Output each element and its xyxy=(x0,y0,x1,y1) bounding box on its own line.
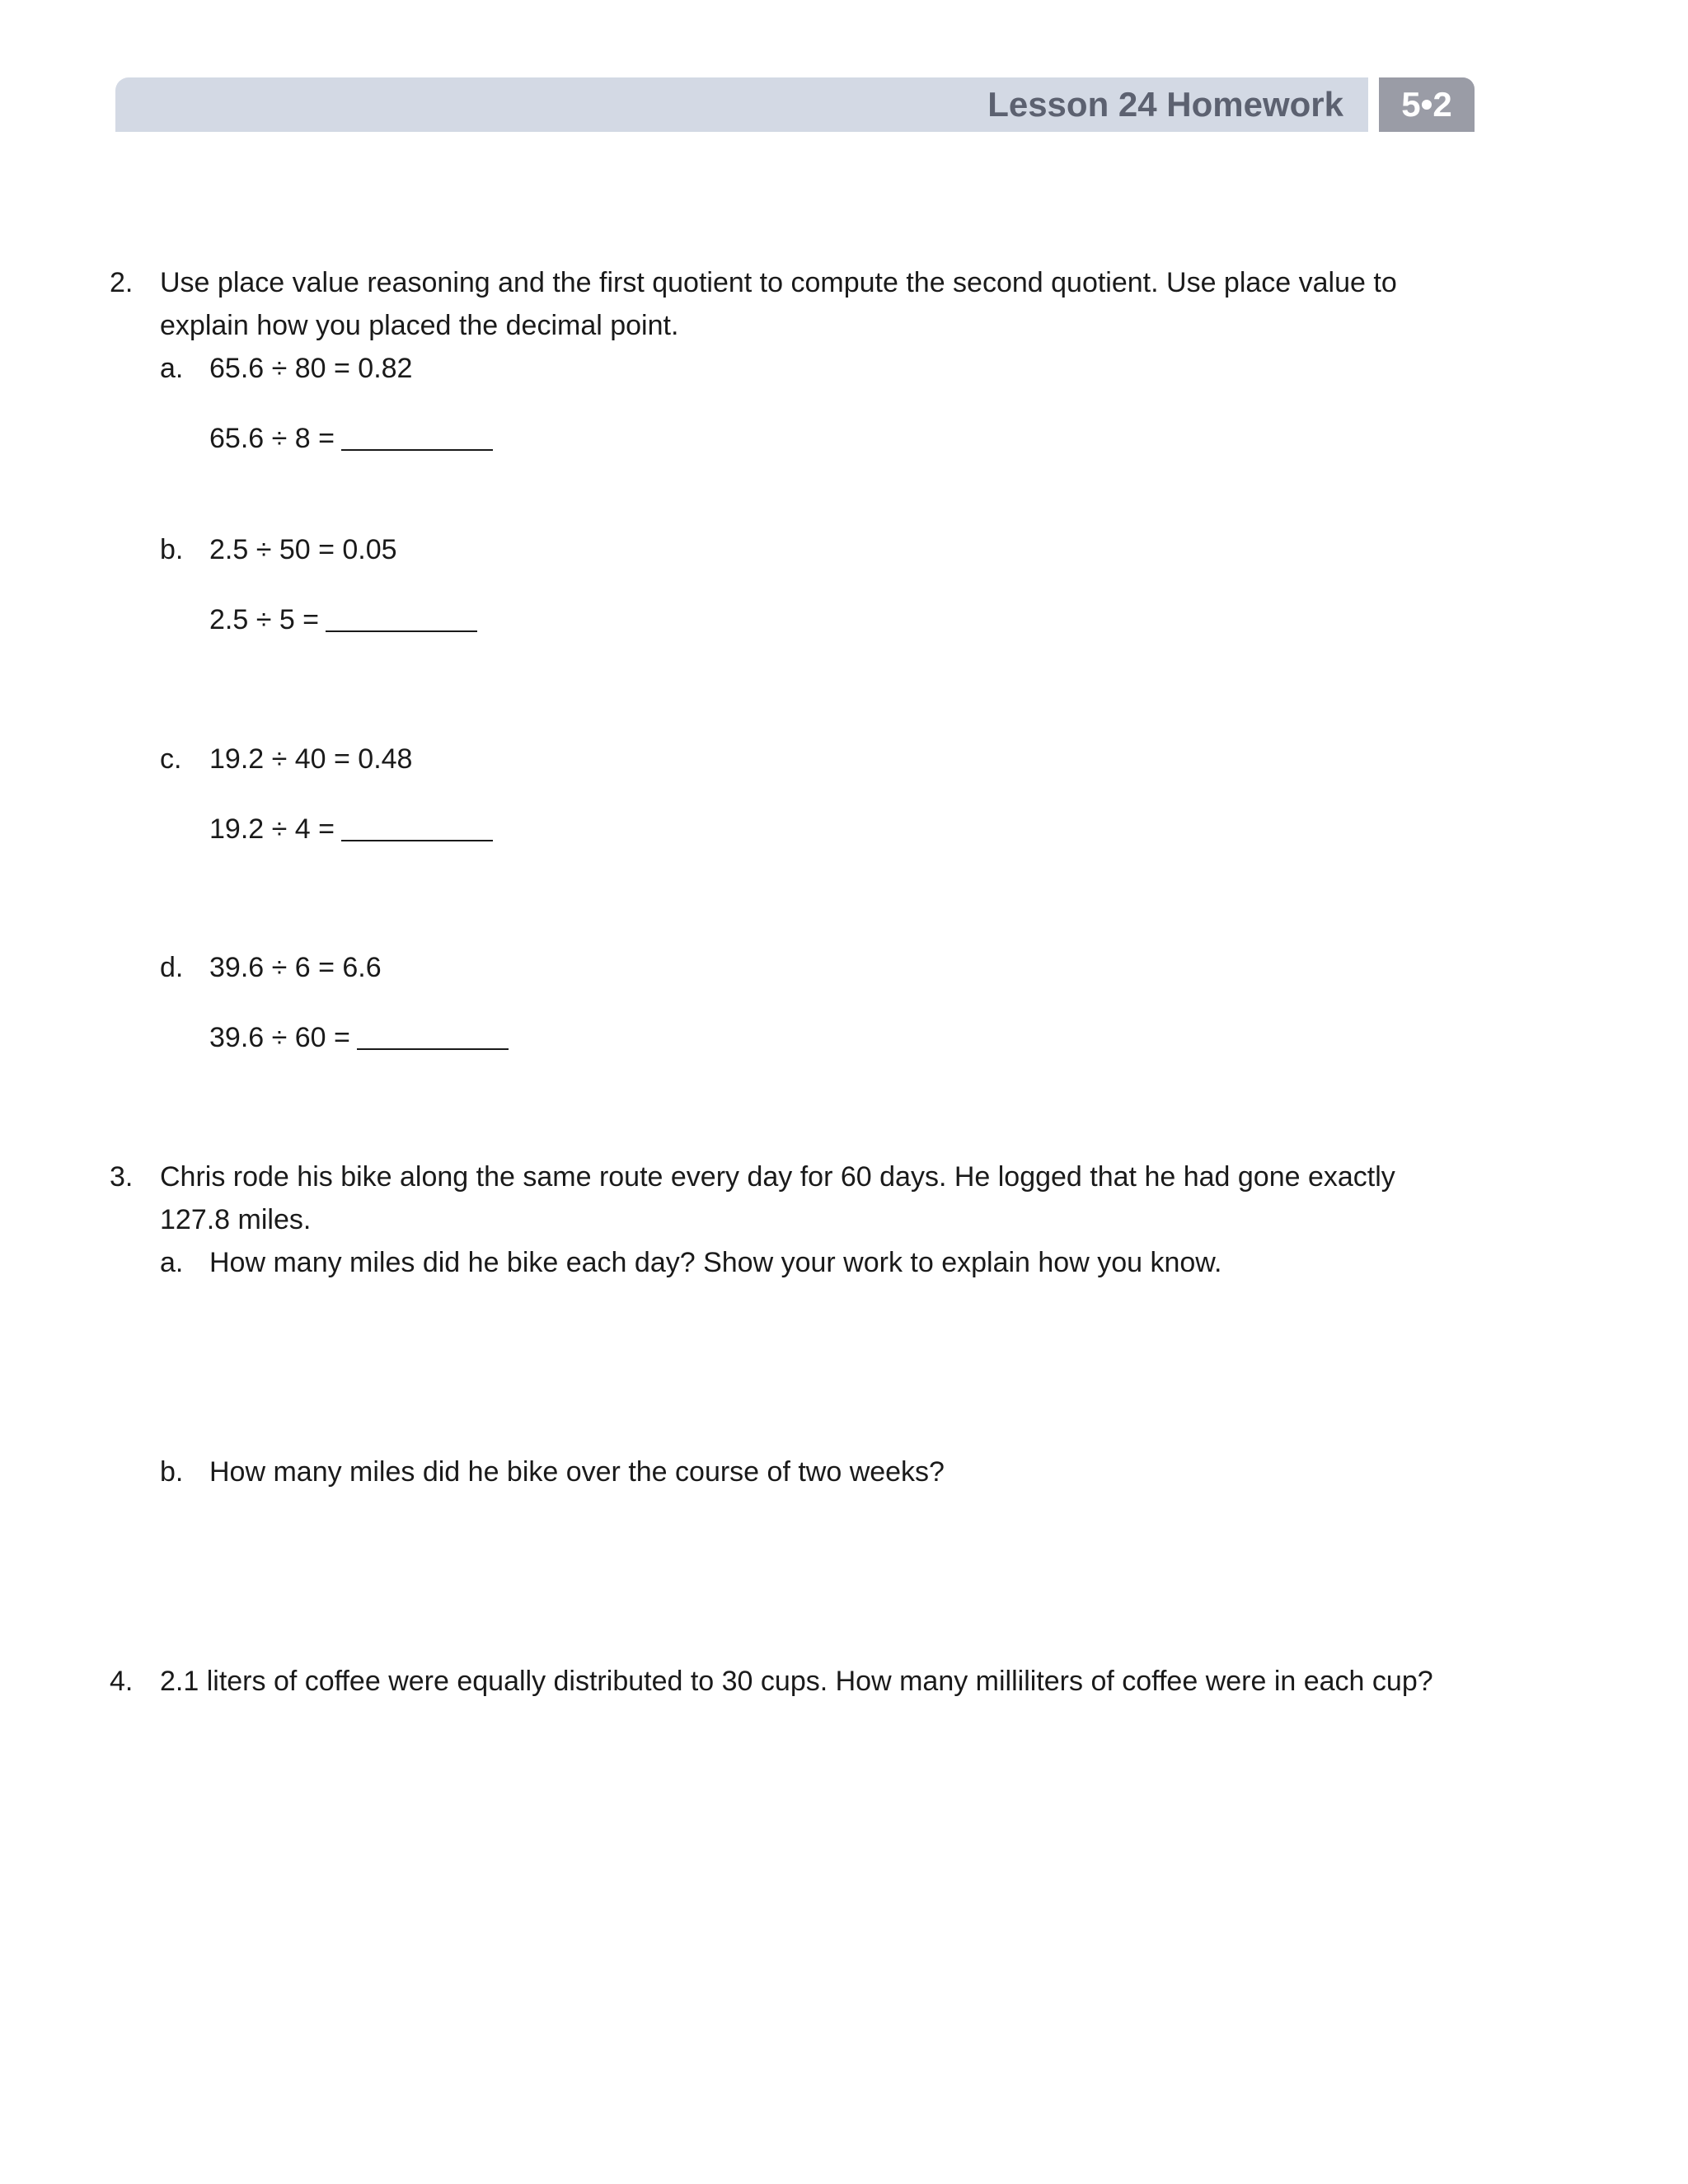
problem-2a-letter: a. xyxy=(160,353,184,384)
problem-2d-given: 39.6 ÷ 6 = 6.6 xyxy=(209,952,382,983)
problem-2d-task-text: 39.6 ÷ 60 = xyxy=(209,1022,350,1053)
problem-2a-task-text: 65.6 ÷ 8 = xyxy=(209,423,335,454)
problem-2d-letter: d. xyxy=(160,952,184,983)
problem-2-prompt-line-1: Use place value reasoning and the first quotient to compute the second quotient. Use place value to xyxy=(160,267,1397,298)
lesson-title: Lesson 24 Homework xyxy=(987,85,1343,124)
problem-3b-text: How many miles did he bike over the course of two weeks? xyxy=(209,1456,945,1488)
problem-2a-task xyxy=(209,417,493,460)
problem-2-number: 2. xyxy=(110,267,134,298)
problem-2c-answer-blank[interactable] xyxy=(341,810,493,841)
problem-2b-task-text: 2.5 ÷ 5 = xyxy=(209,604,320,635)
problem-3a-letter: a. xyxy=(160,1247,184,1278)
problem-2b-letter: b. xyxy=(160,534,184,565)
problem-3b-letter: b. xyxy=(160,1456,184,1488)
problem-3-prompt-line-1: Chris rode his bike along the same route every day for 60 days. He logged that he had gone exactly xyxy=(160,1161,1395,1193)
problem-2c-task-text: 19.2 ÷ 4 = xyxy=(209,813,335,845)
problem-3a-text: How many miles did he bike each day? Show your work to explain how you know. xyxy=(209,1247,1222,1278)
problem-2c-given: 19.2 ÷ 40 = 0.48 xyxy=(209,743,413,775)
problem-2a-answer-blank[interactable] xyxy=(341,419,493,451)
problem-2b-answer-blank[interactable] xyxy=(326,601,477,632)
problem-2d-answer-blank[interactable] xyxy=(357,1019,509,1050)
header-banner xyxy=(115,77,1368,132)
problem-2c-letter: c. xyxy=(160,743,182,775)
problem-2d-task xyxy=(209,1016,509,1059)
problem-4-number: 4. xyxy=(110,1666,134,1697)
problem-2c-task xyxy=(209,808,493,851)
problem-4-prompt: 2.1 liters of coffee were equally distributed to 30 cups. How many milliliters of coffee were in each cup? xyxy=(160,1666,1433,1697)
problem-2b-task xyxy=(209,598,477,641)
problem-3-number: 3. xyxy=(110,1161,134,1193)
problem-2a-given: 65.6 ÷ 80 = 0.82 xyxy=(209,353,413,384)
problem-2-prompt-line-2: explain how you placed the decimal point. xyxy=(160,310,679,341)
grade-module-badge: 5•2 xyxy=(1379,77,1475,132)
problem-3-prompt-line-2: 127.8 miles. xyxy=(160,1204,312,1235)
problem-2b-given: 2.5 ÷ 50 = 0.05 xyxy=(209,534,397,565)
